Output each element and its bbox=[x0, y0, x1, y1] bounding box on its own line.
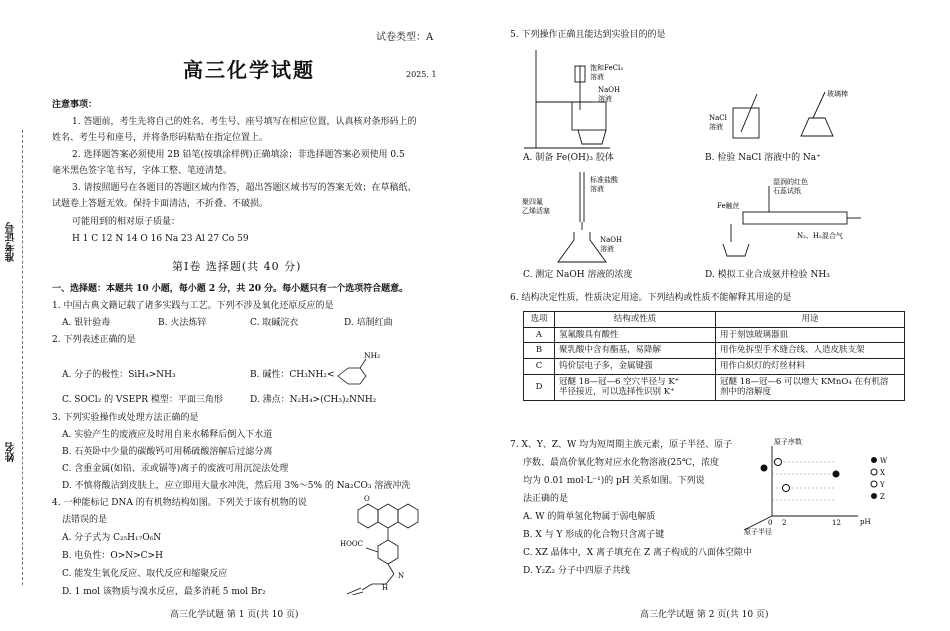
legend-z: Z bbox=[880, 493, 885, 501]
q7-line-2: 序数、最高价氧化物对应水化物溶液(25℃，浓度 bbox=[523, 458, 720, 468]
q2-stem: 2. 下列表述正确的是 bbox=[52, 335, 136, 345]
q3-option-d: D. 不慎将酸沾到皮肤上，应立即用大量水冲洗，然后用 3%～5% 的 Na₂CO₃ 溶液冲洗 bbox=[62, 481, 411, 491]
notice-line-2: 姓名、考生号和座号，并将条形码粘贴在指定位置上。 bbox=[52, 133, 269, 143]
q5-stem: 5. 下列操作正确且能达到实验目的的是 bbox=[510, 30, 666, 40]
table-header: 用途 bbox=[716, 312, 905, 328]
q5-caption-c: C. 测定 NaOH 溶液的浓度 bbox=[523, 270, 633, 280]
q4-h-label: H bbox=[382, 584, 389, 592]
chart-point-w bbox=[761, 465, 768, 472]
table-header: 结构或性质 bbox=[555, 312, 716, 328]
footer-left: 高三化学试题 第 1 页(共 10 页) bbox=[170, 610, 299, 620]
q4-structure bbox=[338, 490, 468, 595]
q3-option-b: B. 石英卧中少量的碳酸钙可用稀硫酸溶解后过滤分离 bbox=[62, 447, 273, 457]
table-cell: 用作白炽灯的灯丝材料 bbox=[716, 358, 905, 374]
q5d-label-4: N₂、H₂混合气 bbox=[797, 232, 843, 240]
q5c-label-2: 溶液 bbox=[590, 185, 604, 193]
table-row bbox=[524, 358, 905, 374]
q2-option-d: D. 沸点：N₂H₄>(CH₃)₂NNH₂ bbox=[250, 395, 377, 405]
q7-option-c: C. XZ 晶体中，X 离子填充在 Z 离子构成的八面体空隙中 bbox=[523, 548, 753, 558]
legend-w: W bbox=[880, 457, 888, 465]
q5-caption-b: B. 检验 NaCl 溶液中的 Na⁺ bbox=[705, 153, 821, 163]
q4-option-b: B. 电负性：O>N>C>H bbox=[62, 551, 163, 561]
footer-right: 高三化学试题 第 2 页(共 10 页) bbox=[640, 610, 769, 620]
table-cell bbox=[716, 374, 905, 400]
q5d-label-2: 石蕊试纸 bbox=[773, 187, 801, 195]
q5a-label-2: 溶液 bbox=[590, 73, 604, 81]
q5d-label-1: 湿润的红色 bbox=[773, 178, 808, 186]
table-row bbox=[524, 327, 905, 343]
q7-line-4: 法正确的是 bbox=[523, 494, 569, 504]
notice-line-3: 2. 选择题答案必须使用 2B 铅笔(按填涂样例)正确填涂；非选择题答案必须使用 0.5 bbox=[72, 150, 405, 160]
atomic-mass-heading: 可能用到的相对原子质量： bbox=[72, 217, 181, 227]
table-cell: 钨价层电子多，金属键强 bbox=[555, 358, 716, 374]
chart-point-z bbox=[833, 471, 840, 478]
section1-intro: 一、选择题：本题共 10 小题，每小题 2 分，共 20 分。每小题只有一个选项符合题意。 bbox=[52, 284, 409, 294]
atomic-masses: H 1 C 12 N 14 O 16 Na 23 Al 27 Co 59 bbox=[72, 234, 249, 244]
notice-line-5: 3. 请按照题号在各题目的答题区域内作答，超出答题区域书写的答案无效；在草稿纸、 bbox=[72, 183, 417, 193]
aniline-nh2-label: NH₂ bbox=[364, 351, 381, 360]
cell-line: 剂中的溶解度 bbox=[720, 387, 772, 398]
q4-option-d: D. 1 mol 该物质与溴水反应，最多消耗 5 mol Br₂ bbox=[62, 587, 266, 597]
q1-option-c: C. 取碱浣衣 bbox=[250, 318, 299, 328]
chart-tick: 2 bbox=[782, 519, 787, 527]
q1-stem: 1. 中国古典文籍记载了诸多实践与工艺。下列不涉及氧化还原反应的是 bbox=[52, 301, 334, 311]
q3-option-c: C. 含重金属(如铅、汞或镉等)离子的废液可用沉淀法处理 bbox=[62, 464, 289, 474]
name-label: 姓名 bbox=[6, 442, 17, 462]
notice-line-6: 试题卷上答题无效。保持卡面清洁，不折叠、不破损。 bbox=[52, 199, 269, 209]
q7-line-3: 均为 0.01 mol·L⁻¹)的 pH 关系如图。下列说 bbox=[523, 476, 705, 486]
q7-line-1: 7. X、Y、Z、W 均为短周期主族元素，原子半径、原子 bbox=[510, 440, 733, 450]
chart-tick: 12 bbox=[832, 519, 841, 527]
q7-option-d: D. Y₂Z₂ 分子中四原子共线 bbox=[523, 566, 630, 576]
table-cell: B bbox=[524, 343, 555, 359]
table-header-row bbox=[524, 312, 905, 328]
q7-chart bbox=[732, 436, 904, 536]
cell-line: 冠醚 18—冠—6 可以增大 KMnO₄ 在有机溶 bbox=[720, 376, 889, 387]
q1-option-b: B. 火法炼锌 bbox=[158, 318, 207, 328]
q7-option-b: B. X 与 Y 形成的化合物只含离子键 bbox=[523, 530, 665, 540]
q5-apparatus-a bbox=[520, 44, 640, 154]
legend-x: X bbox=[880, 469, 885, 477]
chart-point-x bbox=[775, 459, 782, 466]
exam-number-label: 准考证号 bbox=[6, 222, 17, 262]
notice-line-1: 1. 答题前，考生先将自己的姓名、考生号、座号填写在相应位置，认真核对条形码上的 bbox=[72, 117, 417, 127]
cell-line: 半径接近，可以选择性识别 K⁺ bbox=[559, 387, 675, 398]
q4-stem: 4. 一种能标记 DNA 的有机物结构如图。下列关于该有机物的说 bbox=[52, 498, 307, 508]
table-cell: D bbox=[524, 374, 555, 400]
q5d-label-3: Fe触丝 bbox=[717, 202, 740, 210]
q5-caption-a: A. 制备 Fe(OH)₃ 胶体 bbox=[523, 153, 614, 163]
section1-title: 第Ⅰ卷 选择题(共 40 分) bbox=[172, 260, 302, 273]
table-cell: 聚乳酸中含有酯基，易降解 bbox=[555, 343, 716, 359]
legend-y: Y bbox=[880, 481, 885, 489]
q4-option-c: C. 能发生氧化反应、取代反应和缩聚反应 bbox=[62, 569, 228, 579]
chart-x-label: pH bbox=[860, 518, 871, 526]
exam-date: 2025. 1 bbox=[406, 70, 437, 79]
q1-option-d: D. 培制红曲 bbox=[344, 318, 393, 328]
chart-tick: 0 bbox=[768, 519, 773, 527]
q5a-label-4: 溶液 bbox=[598, 95, 612, 103]
chart-y-label: 原子序数 bbox=[774, 438, 802, 446]
table-cell: A bbox=[524, 327, 555, 343]
q5-caption-d: D. 模拟工业合成氨并检验 NH₃ bbox=[705, 270, 830, 280]
q6-table bbox=[523, 311, 905, 401]
q5b-label-2: 溶液 bbox=[709, 123, 723, 131]
q5a-label-3: NaOH bbox=[598, 86, 621, 94]
paper-type: 试卷类型：A bbox=[376, 32, 434, 43]
table-header: 选项 bbox=[524, 312, 555, 328]
q4-hooc-label: HOOC bbox=[340, 540, 363, 548]
chart-point-y bbox=[783, 485, 790, 492]
q5c-label-5: NaOH bbox=[600, 236, 623, 244]
q4-o-label: O bbox=[364, 495, 370, 503]
table-row bbox=[524, 343, 905, 359]
q5b-label-3: 玻璃棒 bbox=[827, 90, 848, 98]
page-title: 高三化学试题 bbox=[183, 58, 315, 82]
q3-stem: 3. 下列实验操作或处理方法正确的是 bbox=[52, 413, 199, 423]
notice-line-4: 毫米黑色签字笔书写，字体工整、笔迹清楚。 bbox=[52, 166, 233, 176]
q5c-label-1: 标准盐酸 bbox=[590, 176, 618, 184]
table-row bbox=[524, 374, 905, 400]
q5c-label-6: 溶液 bbox=[600, 245, 614, 253]
q4-stem-2: 法错误的是 bbox=[62, 515, 108, 525]
q7-option-a: A. W 的简单氢化物属于弱电解质 bbox=[523, 512, 656, 522]
q2-option-c: C. SOCl₂ 的 VSEPR 模型：平面三角形 bbox=[62, 395, 223, 405]
table-cell bbox=[555, 374, 716, 400]
q3-option-a: A. 实验产生的废液应及时用自来水稀释后倒入下水道 bbox=[62, 430, 273, 440]
q1-option-a: A. 银针验毒 bbox=[62, 318, 111, 328]
q5-apparatus-c bbox=[520, 170, 640, 266]
q5-apparatus-d bbox=[705, 172, 865, 266]
q6-stem: 6. 结构决定性质，性质决定用途。下列结构或性质不能解释其用途的是 bbox=[510, 293, 792, 303]
q5b-label-1: NaCl bbox=[709, 114, 727, 122]
cell-line: 冠醚 18—冠—6 空穴半径与 K⁺ bbox=[559, 376, 680, 387]
notice-heading: 注意事项： bbox=[52, 100, 98, 110]
q5c-label-4: 乙烯活塞 bbox=[522, 207, 550, 215]
table-cell: C bbox=[524, 358, 555, 374]
q5-apparatus-b bbox=[705, 84, 865, 150]
q5a-label-1: 饱和FeCl₃ bbox=[590, 64, 624, 72]
binding-line bbox=[22, 130, 23, 585]
q4-option-a: A. 分子式为 C₂₅H₁₇O₆N bbox=[62, 533, 162, 543]
table-cell: 用作免拆型手术缝合线、人造皮肤支架 bbox=[716, 343, 905, 359]
table-cell: 用于刻蚀玻璃器皿 bbox=[716, 327, 905, 343]
q4-n-label: N bbox=[398, 572, 405, 580]
q5c-label-3: 聚四氟 bbox=[522, 198, 543, 206]
q2-option-a: A. 分子的极性：SiH₄>NH₃ bbox=[62, 370, 176, 380]
table-cell: 氢氟酸具有酸性 bbox=[555, 327, 716, 343]
chart-bottom-label: 原子半径 bbox=[744, 528, 772, 536]
aniline-structure bbox=[322, 350, 392, 390]
q2-option-b: B. 碱性：CH₃NH₂< bbox=[250, 370, 335, 380]
